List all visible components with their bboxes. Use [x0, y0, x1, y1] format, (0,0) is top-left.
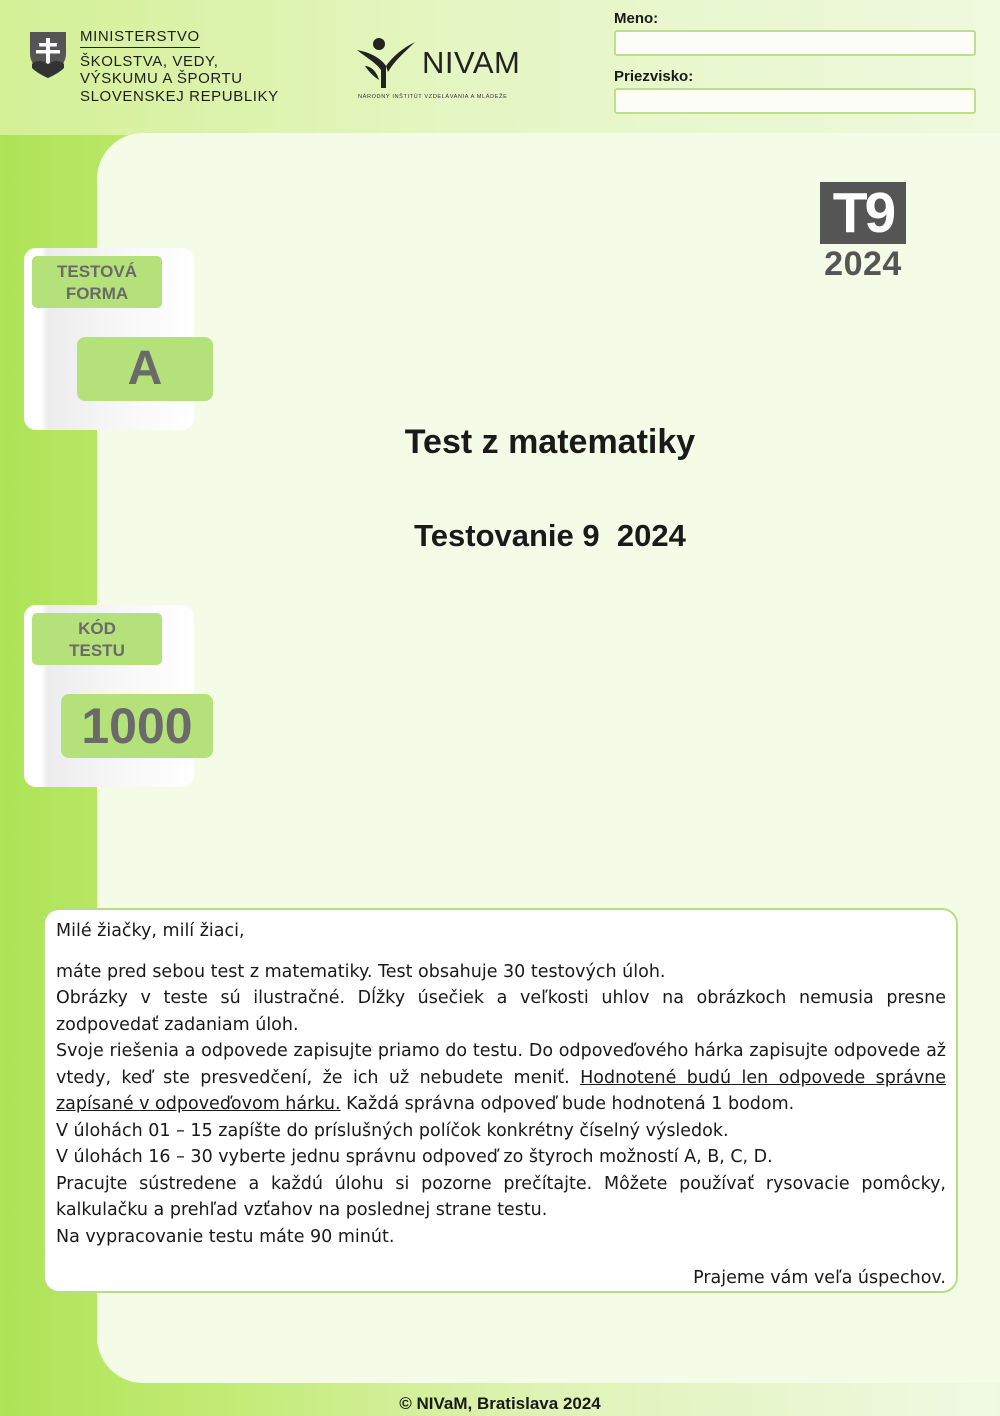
t9-year: 2024 — [824, 245, 902, 283]
nivam-subtitle: NÁRODNÝ INŠTITÚT VZDELÁVANIA A MLÁDEŽE — [358, 94, 508, 100]
instructions-paragraph-4: V úlohách 01 – 15 zapíšte do príslušných políčok konkrétny číselný výsledok. — [56, 1120, 729, 1141]
slovak-coat-of-arms-icon — [28, 30, 68, 80]
instructions-paragraph-5: V úlohách 16 – 30 vyberte jednu správnu odpoveď zo štyroch možností A, B, C, D. — [56, 1147, 773, 1167]
instructions-paragraph-1: máte pred sebou test z matematiky. Test obsahuje 30 testových úloh. — [56, 961, 666, 982]
ministry-name — [80, 28, 279, 105]
first-name-field[interactable] — [614, 30, 976, 56]
test-code-label — [32, 613, 162, 665]
ministry-line-1: MINISTERSTVO — [80, 28, 200, 48]
test-code-tab — [24, 605, 194, 787]
ministry-line-2: ŠKOLSTVA, VEDY, — [80, 52, 219, 70]
page-subtitle: Testovanie 9 2024 — [414, 518, 686, 553]
t9-badge — [820, 182, 906, 284]
test-code-label-line-2: TESTU — [69, 641, 125, 660]
test-code-label-line-1: KÓD — [78, 619, 116, 638]
student-name-form — [614, 10, 974, 126]
instructions-paragraph-6: Pracujte sústredene a každú úlohu si pozorne prečítajte. Môžete používať rysovacie pomôcky, kalkulačku a prehľad vzťahov na poslednej strane testu. — [56, 1173, 946, 1220]
nivam-figure-icon — [355, 36, 421, 90]
ministry-line-4: SLOVENSKEJ REPUBLIKY — [80, 87, 279, 105]
ministry-line-3: VÝSKUMU A ŠPORTU — [80, 70, 243, 87]
ministry-logo — [28, 28, 278, 108]
nivam-name: NIVAM — [422, 45, 521, 80]
instructions-box — [43, 908, 958, 1293]
test-form-value: A — [77, 337, 213, 401]
instructions-paragraph-2: Obrázky v teste sú ilustračné. Dĺžky úsečiek a veľkosti uhlov na obrázkoch nemusia presne zodpovedať zadaniam úloh. — [56, 988, 946, 1035]
nivam-logo — [355, 36, 545, 106]
instructions-paragraph-7: Na vypracovanie testu máte 90 minút. — [56, 1226, 395, 1247]
test-form-tab — [24, 248, 194, 430]
instructions-wish: Prajeme vám veľa úspechov. — [693, 1268, 946, 1288]
first-name-label: Meno: — [614, 10, 659, 27]
instructions-greeting: Milé žiačky, milí žiaci, — [56, 921, 245, 941]
test-code-value: 1000 — [61, 694, 213, 758]
last-name-field[interactable] — [614, 88, 976, 114]
t9-code: T9 — [820, 182, 906, 244]
page-title: Test z matematiky — [404, 423, 696, 461]
footer-copyright: © NIVaM, Bratislava 2024 — [399, 1394, 601, 1413]
test-form-label-line-2: FORMA — [65, 284, 129, 303]
instructions-paragraph-3-end: Každá správna odpoveď bude hodnotená 1 bodom. — [340, 1094, 795, 1114]
test-form-label — [32, 256, 162, 308]
instructions-paragraph-3-start: Svoje riešenia a odpovede zapisujte priamo do testu. Do odpoveďového hárka zapisujte odpovede až vtedy, keď ste presvedčení, že ich už nebudete meniť. — [56, 1041, 946, 1088]
test-form-label-line-1: TESTOVÁ — [57, 262, 137, 281]
last-name-label: Priezvisko: — [614, 68, 694, 85]
instructions-paragraph-3-underlined: Hodnotené budú len odpovede správne zapísané v odpoveďovom hárku. — [56, 1067, 946, 1114]
instructions-paragraph-3 — [56, 1038, 946, 1118]
